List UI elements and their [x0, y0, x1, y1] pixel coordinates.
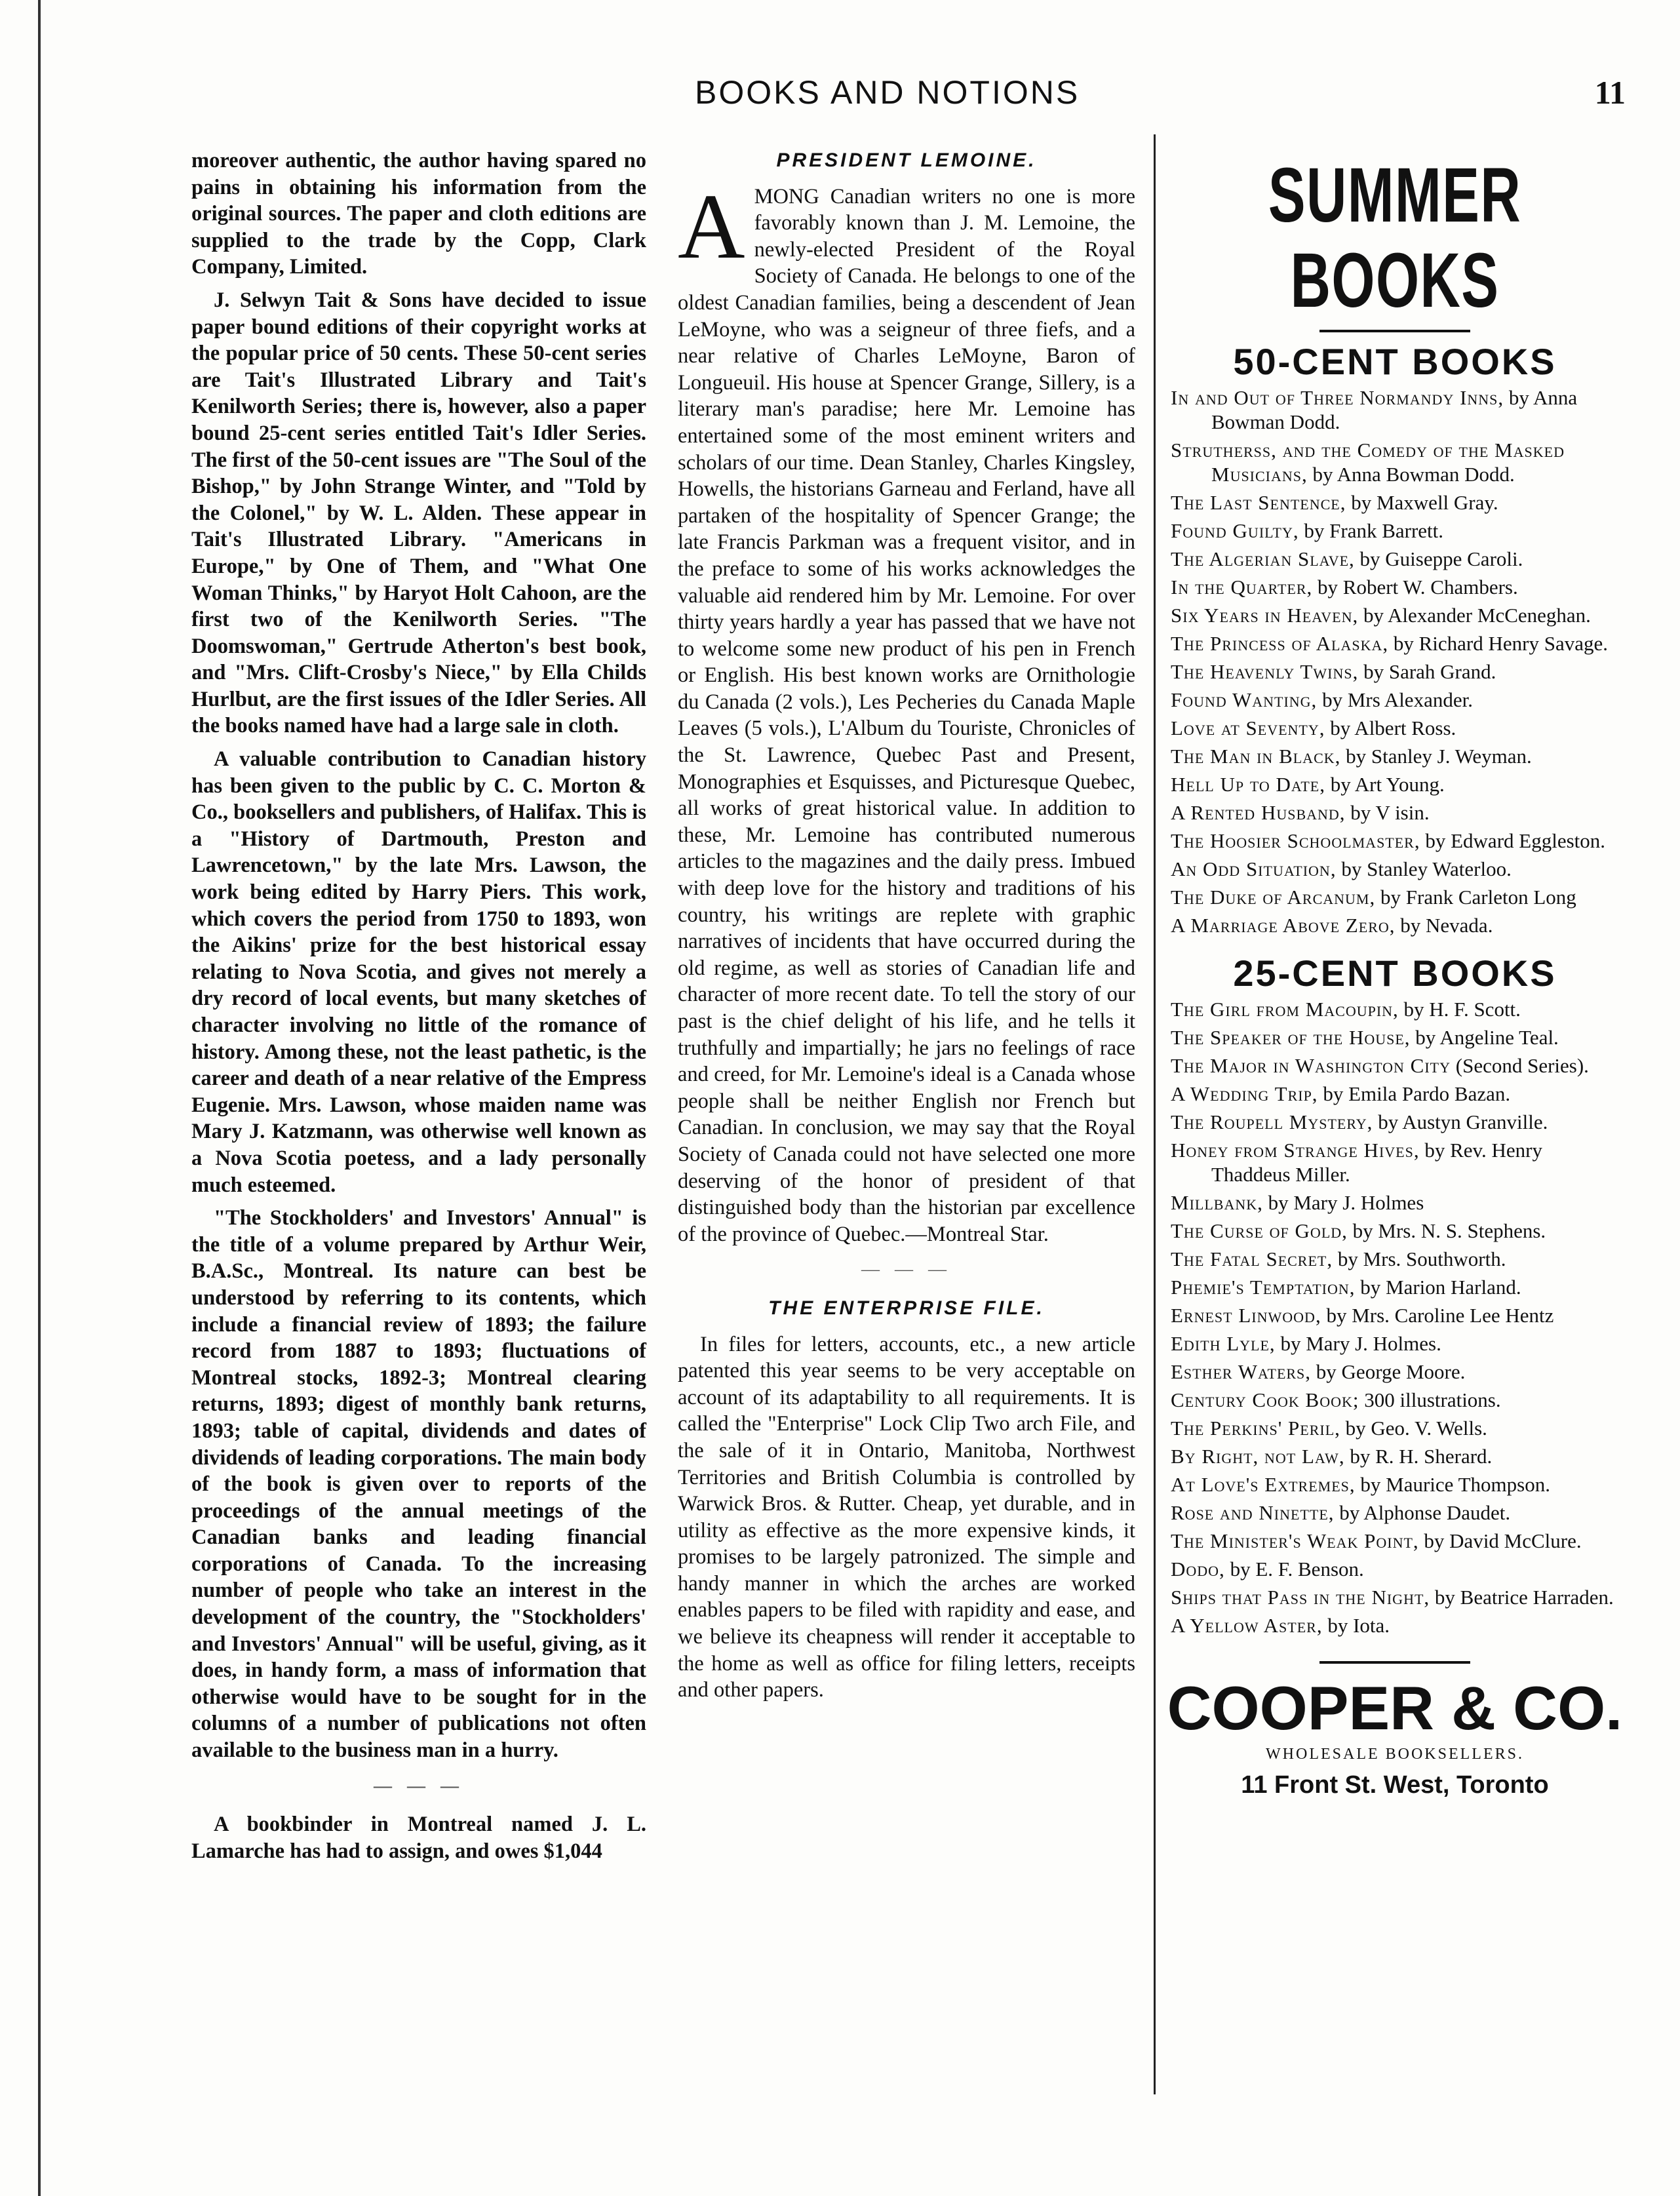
book-list-item [1171, 659, 1624, 684]
column-1 [191, 147, 646, 1871]
book-list-item [1171, 519, 1624, 543]
book-title: The Major in Washington City [1171, 1054, 1451, 1077]
book-title: Millbank, [1171, 1191, 1263, 1214]
ad-section-25-cent: 25-CENT BOOKS [1233, 952, 1557, 994]
book-author: by Robert W. Chambers. [1318, 576, 1518, 598]
book-author: by Austyn Granville. [1378, 1110, 1548, 1133]
book-list-item [1171, 1053, 1624, 1078]
book-title: Ernest Linwood, [1171, 1304, 1321, 1327]
book-list-25-cent [1165, 997, 1624, 1637]
book-title: Honey from Strange Hives, [1171, 1139, 1420, 1162]
book-title: The Fatal Secret, [1171, 1247, 1333, 1270]
book-author: by Beatrice Harraden. [1434, 1586, 1614, 1609]
book-list-item [1171, 1190, 1624, 1215]
book-title: The Man in Black, [1171, 745, 1341, 768]
paragraph: "The Stockholders' and Investors' Annual" is the title of a volume prepared by Arthur Weir, B.A.Sc., Montreal. Its nature can best be understood by referring to its contents, which include a financial review of 1893; the failure record from 1887 to 1893; fluctuations of Montreal stocks, 1892-3; Montreal clearing returns, 1893; digest of monthly bank returns, 1893; table of capital, dividends and dates of dividends of leading corporations. The main body of the book is given over to reports of the proceedings of the annual meetings of the Canadian banks and leading financial corporations of Canada. To the increasing number of people who take an interest in the development of the country, the "Stockholders' and Investors' Annual" will be useful, giving, as it does, in handy form, a mass of information that otherwise would have to be sought for in the columns of a number of publications not often available to the business man in a hurry. [191, 1206, 646, 1763]
book-list-item [1171, 547, 1624, 571]
book-title: Esther Waters, [1171, 1360, 1312, 1383]
book-title: The Princess of Alaska, [1171, 632, 1389, 655]
book-list-item [1171, 772, 1624, 796]
book-author: by Guiseppe Caroli. [1359, 547, 1523, 570]
book-title: The Perkins' Peril, [1171, 1417, 1340, 1440]
left-margin-rule [38, 0, 41, 2196]
book-list-item [1171, 1082, 1624, 1106]
section-divider: — — — [374, 1775, 464, 1796]
book-title: Dodo, [1171, 1558, 1225, 1580]
paragraph: A bookbinder in Montreal named J. L. Lamarche has had to assign, and owes $1,044 [191, 1813, 646, 1863]
book-list-item [1171, 1472, 1624, 1497]
publisher-name: COOPER & CO. [1167, 1674, 1623, 1742]
book-author: by Sarah Grand. [1363, 660, 1496, 683]
paragraph: moreover authentic, the author having spared no pains in obtaining his information from the original sources. The paper and cloth editions are supplied to the trade by the Copp, Clark Company, Limited. [191, 149, 646, 279]
section-heading-president-lemoine: PRESIDENT LEMOINE. [776, 149, 1037, 171]
book-list-item [1171, 1360, 1624, 1384]
book-title: Rose and Ninette, [1171, 1501, 1335, 1524]
book-author: by Emila Pardo Bazan. [1323, 1082, 1511, 1105]
book-author: by Maxwell Gray. [1351, 491, 1498, 514]
book-title: At Love's Extremes, [1171, 1473, 1356, 1496]
book-title: The Heavenly Twins, [1171, 660, 1359, 683]
book-author: by Stanley Waterloo. [1341, 857, 1512, 880]
book-author: by Nevada. [1400, 914, 1493, 937]
book-title: The Hoosier Schoolmaster, [1171, 829, 1420, 852]
book-list-50-cent [1165, 385, 1624, 937]
book-list-item [1171, 631, 1624, 656]
book-author: by Mrs. Caroline Lee Hentz [1326, 1304, 1554, 1327]
book-title: A Yellow Aster, [1171, 1614, 1323, 1637]
book-title: Love at Seventy, [1171, 716, 1325, 739]
book-list-item [1171, 744, 1624, 768]
book-title: A Wedding Trip, [1171, 1082, 1318, 1105]
book-author: by Mary J. Holmes [1268, 1191, 1424, 1214]
book-title: The Algerian Slave, [1171, 547, 1355, 570]
book-author: by Alphonse Daudet. [1339, 1501, 1511, 1524]
book-list-item [1171, 603, 1624, 627]
book-list-item [1171, 800, 1624, 825]
book-author: by Richard Henry Savage. [1393, 632, 1608, 655]
book-author: by Edward Eggleston. [1425, 829, 1605, 852]
book-author: by Iota. [1327, 1614, 1390, 1637]
book-author: 300 illustrations. [1364, 1388, 1501, 1411]
book-title: Century Cook Book; [1171, 1388, 1359, 1411]
book-list-item [1171, 1247, 1624, 1271]
book-list-item [1171, 1388, 1624, 1412]
book-author: by Marion Harland. [1360, 1276, 1521, 1299]
book-list-item [1171, 1025, 1624, 1049]
book-title: Phemie's Temptation, [1171, 1276, 1356, 1299]
book-author: by Albert Ross. [1330, 716, 1456, 739]
book-author: by R. H. Sherard. [1350, 1445, 1493, 1468]
lemoine-article-text: MONG Canadian writers no one is more favorably known than J. M. Lemoine, the newly-elected President of the Royal Society of Canada. He belongs to one of the oldest Canadian families, being a descendent of Jean LeMoyne, who was a seigneur of three fiefs, and a near relative of Charles LeMoyne, Baron of Longueuil. His house at Spencer Grange, Sillery, is a literary man's paradise; here Mr. Lemoine has entertained some of the most eminent writers and scholars of our time. Dean Stanley, Charles Kingsley, Howells, the historians Garneau and Ferland, have all partaken of the hospitality of Spencer Grange; the late Francis Parkman was a frequent visitor, and in the preface to some of his works acknowledges the valuable aid rendered him by Mr. Lemoine. For over thirty years hardly a year has passed that we have not to welcome some new product of his pen in French or English. His best known works are Ornithologie du Canada (2 vols.), Les Pecheries du Canada Maple Leaves (5 vols.), L'Album du Touriste, Chronicles of the St. Lawrence, Quebec Past and Present, Monographies et Esquisses, and Picturesque Quebec, all works of great historical value. In addition to these, Mr. Lemoine has contributed numerous articles to the magazines and the daily press. Imbued with deep love for the history and traditions of his country, his writings are replete with graphic narratives of incidents that have occurred during the old regime, as well as stories of Canadian life and character of more recent date. To tell the story of our past is the chief delight of his life, and he tells it truthfully and impartially; he jars no feelings of race and creed, for Mr. Lemoine's ideal is a Canada whose people shall be neither English nor French but Canadian. In conclusion, we may say that the Royal Society of Canada could not have selected one more deserving of the honor of president of that distinguished body than the historian par excellence of the province of Quebec.—Montreal Star. [678, 184, 1135, 1246]
book-author: by E. F. Benson. [1230, 1558, 1364, 1580]
book-list-item [1171, 1500, 1624, 1525]
book-list-item [1171, 1303, 1624, 1327]
book-list-item [1171, 997, 1624, 1021]
book-title: The Last Sentence, [1171, 491, 1346, 514]
book-author: by Stanley J. Weyman. [1346, 745, 1532, 768]
book-title: The Minister's Weak Point, [1171, 1529, 1419, 1552]
book-author: by Geo. V. Wells. [1345, 1417, 1487, 1440]
book-author: by Mrs. N. S. Stephens. [1352, 1219, 1546, 1242]
book-list-item [1171, 885, 1624, 909]
book-author: by Frank Barrett. [1304, 519, 1444, 542]
book-list-item [1171, 716, 1624, 740]
book-author: by George Moore. [1316, 1360, 1466, 1383]
book-list-item [1171, 1529, 1624, 1553]
book-list-item [1171, 1275, 1624, 1299]
book-title: Edith Lyle, [1171, 1332, 1276, 1355]
ad-title: SUMMER BOOKS [1268, 152, 1522, 324]
page-header [157, 73, 1626, 119]
section-heading-enterprise-file: THE ENTERPRISE FILE. [768, 1297, 1045, 1319]
ad-rule [1319, 1661, 1470, 1664]
publisher-address: 11 Front St. West, Toronto [1241, 1771, 1549, 1799]
book-list-item [1171, 857, 1624, 881]
book-author: by Mrs Alexander. [1322, 688, 1473, 711]
book-title: A Marriage Above Zero, [1171, 914, 1396, 937]
book-title: By Right, not Law, [1171, 1445, 1345, 1468]
publisher-subtitle: WHOLESALE BOOKSELLERS. [1266, 1746, 1524, 1763]
page-number: 11 [1594, 74, 1626, 111]
book-list-item [1171, 1416, 1624, 1440]
book-list-item [1171, 1219, 1624, 1243]
book-author: by Mrs. Southworth. [1337, 1247, 1506, 1270]
running-title: BOOKS AND NOTIONS [695, 74, 1080, 111]
book-list-item [1171, 385, 1624, 434]
section-divider: — — — [861, 1259, 952, 1280]
book-list-item [1171, 1585, 1624, 1609]
book-title: In and Out of Three Normandy Inns, [1171, 386, 1504, 409]
book-list-item [1171, 438, 1624, 486]
book-list-item [1171, 688, 1624, 712]
book-author: by Art Young. [1330, 773, 1445, 796]
book-title: Hell Up to Date, [1171, 773, 1325, 796]
book-title: The Curse of Gold, [1171, 1219, 1348, 1242]
book-author: by V isin. [1350, 801, 1430, 824]
book-list-item [1171, 575, 1624, 599]
book-title: An Odd Situation, [1171, 857, 1337, 880]
paragraph: J. Selwyn Tait & Sons have decided to issue paper bound editions of their copyright works at the popular price of 50 cents. These 50-cent series are Tait's Illustrated Library and Tait's Kenilworth Series; there is, however, also a paper bound 25-cent series entitled Tait's Idler Series. The first of the 50-cent issues are "The Soul of the Bishop," by John Strange Winter, and "Told by the Colonel," by W. L. Alden. These appear in Tait's Illustrated Library. "Americans in Europe," by One of Them, and "What One Woman Thinks," by Haryot Holt Cahoon, are the first two of the Kenilworth Series. "The Doomswoman," Gertrude Atherton's best book, and "Mrs. Clift-Crosby's Niece," by Ella Childs Hurlbut, are the first issues of the Idler Series. All the books named have had a large sale in cloth. [191, 288, 646, 738]
enterprise-file-article: In files for letters, accounts, etc., a new article patented this year seems to be very acceptable on account of its adaptability to all requirements. It is called the "Enterprise" Lock Clip Two arch File, and the sale of it in Ontario, Manitoba, Northwest Territories and British Columbia is controlled by Warwick Bros. & Rutter. Cheap, yet durable, and in utility as effective as the more expensive kinds, it promises to be largely patronized. The simple and handy manner in which the arches are worked enables papers to be filed with rapidity and ease, and we believe its cheapness will render it acceptable to the home as well as office for filing letters, receipts and other papers. [678, 1332, 1135, 1702]
book-author: by Maurice Thompson. [1360, 1473, 1550, 1496]
book-author: by Anna Bowman Dodd. [1211, 386, 1578, 433]
book-author: by Angeline Teal. [1415, 1026, 1559, 1049]
column-rule [1154, 134, 1156, 2094]
book-title: The Duke of Arcanum, [1171, 886, 1376, 909]
drop-cap: A [678, 174, 745, 278]
book-title: Found Guilty, [1171, 519, 1299, 542]
book-title: Ships that Pass in the Night, [1171, 1586, 1430, 1609]
book-author: by Rev. Henry Thaddeus Miller. [1211, 1139, 1542, 1186]
book-list-item [1171, 1110, 1624, 1134]
book-author: (Second Series). [1455, 1054, 1589, 1077]
book-title: Six Years in Heaven, [1171, 604, 1359, 627]
book-author: by Alexander McCeneghan. [1363, 604, 1591, 627]
book-list-item [1171, 829, 1624, 853]
book-author: by Mary J. Holmes. [1280, 1332, 1441, 1355]
ad-rule [1319, 330, 1470, 332]
book-title: The Girl from Macoupin, [1171, 998, 1399, 1021]
book-list-item [1171, 490, 1624, 515]
book-title: Found Wanting, [1171, 688, 1318, 711]
book-author: by H. F. Scott. [1403, 998, 1521, 1021]
book-title: The Roupell Mystery, [1171, 1110, 1373, 1133]
book-title: Strutherss, and the Comedy of the Masked Musicians, [1171, 439, 1565, 486]
book-author: by Frank Carleton Long [1380, 886, 1576, 909]
book-list-item [1171, 1557, 1624, 1581]
column-2 [678, 147, 1135, 1710]
book-list-item [1171, 1331, 1624, 1356]
ad-section-50-cent: 50-CENT BOOKS [1233, 341, 1557, 382]
book-list-item [1171, 913, 1624, 937]
book-author: by David McClure. [1424, 1529, 1582, 1552]
book-list-item [1171, 1138, 1624, 1186]
book-author: by Anna Bowman Dodd. [1312, 463, 1515, 486]
lemoine-article [678, 174, 1135, 1248]
book-title: In the Quarter, [1171, 576, 1313, 598]
summer-books-advertisement [1165, 147, 1624, 1797]
paragraph: A valuable contribution to Canadian history has been given to the public by C. C. Morton & Co., booksellers and publishers, of Halifax. This is a "History of Dartmouth, Preston and Lawrencetown," by the late Mrs. Lawson, the work being edited by Harry Piers. This work, which covers the period from 1750 to 1893, won the Aikins' prize for the best historical essay relating to Nova Scotia, and gives not merely a dry record of local events, but many sketches of character involving no little of the romance of history. Among these, not the least pathetic, is the career and death of a near relative of the Empress Eugenie. Mrs. Lawson, whose maiden name was Mary J. Katzmann, was otherwise well known as a Nova Scotia poetess, and a lady personally much esteemed. [191, 747, 646, 1197]
book-title: The Speaker of the House, [1171, 1026, 1411, 1049]
book-list-item [1171, 1444, 1624, 1468]
book-list-item [1171, 1613, 1624, 1637]
book-title: A Rented Husband, [1171, 801, 1346, 824]
